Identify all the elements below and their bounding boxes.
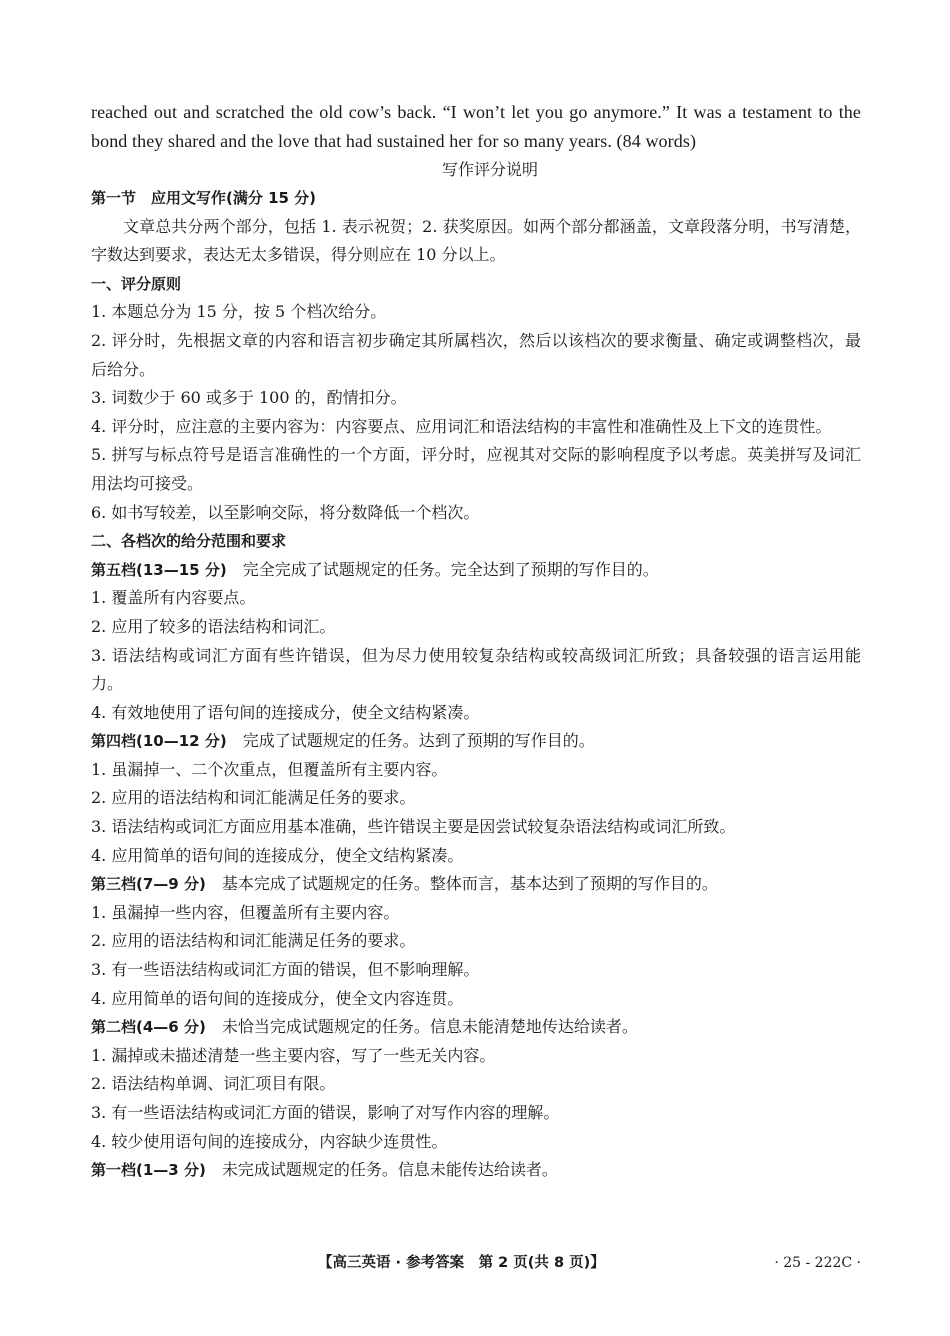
tier-item: 2. 应用了较多的语法结构和词汇。: [91, 616, 336, 636]
tier-item: 1. 虽漏掉一、二个次重点，但覆盖所有主要内容。: [91, 759, 448, 779]
levels-heading: 二、各档次的给分范围和要求: [91, 532, 287, 551]
section1-intro: 文章总共分两个部分，包括 1. 表示祝贺；2. 获奖原因。如两个部分都涵盖，文章段落分明，书写清楚，字数达到要求，表达无太多错误，得分则应在 10 分以上。: [91, 216, 861, 265]
document-title: 写作评分说明: [441, 160, 538, 179]
tier-item: 4. 较少使用语句间的连接成分，内容缺少连贯性。: [91, 1131, 448, 1151]
tier-item: 2. 应用的语法结构和词汇能满足任务的要求。: [91, 788, 416, 808]
tier-item: 2. 语法结构单调、词汇项目有限。: [91, 1074, 336, 1094]
tier-item: 3. 有一些语法结构或词汇方面的错误，但不影响理解。: [91, 960, 480, 980]
tier-item: 3. 语法结构或词汇方面应用基本准确，些许错误主要是因尝试较复杂语法结构或词汇所致。: [91, 817, 736, 837]
tier-label: 第二档(4—6 分): [91, 1018, 206, 1037]
tier-description: 基本完成了试题规定的任务。整体而言，基本达到了预期的写作目的。: [221, 874, 718, 894]
footer-code: · 25 - 222C ·: [774, 1255, 861, 1271]
tier-label: 第一档(1—3 分): [91, 1161, 206, 1180]
intro-paragraph: reached out and scratched the old cow’s back. “I won’t let you go anymore.” It was a testament to the bond they shared and the love that had sustained her for so many years. (84 words): [91, 102, 861, 151]
tier-item: 4. 有效地使用了语句间的连接成分，使全文结构紧凑。: [91, 702, 480, 722]
principles-heading: 一、评分原则: [91, 274, 182, 293]
principle-item: 2. 评分时，先根据文章的内容和语言初步确定其所属档次，然后以该档次的要求衡量、确定或调整档次，最后给分。: [91, 330, 861, 379]
tier-description: 未恰当完成试题规定的任务。信息未能清楚地传达给读者。: [221, 1017, 638, 1037]
tier-item: 3. 语法结构或词汇方面有些许错误，但为尽力使用较复杂结构或较高级词汇所致；具备较强的语言运用能力。: [91, 645, 861, 694]
principle-item: 6. 如书写较差，以至影响交际，将分数降低一个档次。: [91, 502, 480, 522]
tier-label: 第三档(7—9 分): [91, 875, 206, 894]
tier-heading: [91, 727, 861, 756]
tier-heading: [91, 556, 861, 585]
tier-item: 4. 应用简单的语句间的连接成分，使全文结构紧凑。: [91, 845, 464, 865]
tier-item: 4. 应用简单的语句间的连接成分，使全文内容连贯。: [91, 988, 464, 1008]
principle-item: 3. 词数少于 60 或多于 100 的，酌情扣分。: [91, 388, 407, 408]
document-page: [91, 98, 861, 1185]
principle-item: 4. 评分时，应注意的主要内容为：内容要点、应用词汇和语法结构的丰富性和准确性及上下文的连贯性。: [91, 416, 832, 436]
section1-heading: 第一节 应用文写作(满分 15 分): [91, 189, 317, 207]
tier-label: 第五档(13—15 分): [91, 560, 227, 579]
tier-heading: [91, 1156, 861, 1185]
tier-description: 未完成试题规定的任务。信息未能传达给读者。: [221, 1160, 558, 1180]
tier-heading: [91, 1013, 861, 1042]
tier-item: 1. 覆盖所有内容要点。: [91, 588, 256, 608]
footer-page-info: 【高三英语 · 参考答案 第 2 页(共 8 页)】: [318, 1255, 605, 1271]
principle-item: 5. 拼写与标点符号是语言准确性的一个方面，评分时，应视其对交际的影响程度予以考虑。英美拼写及词汇用法均可接受。: [91, 445, 861, 493]
tier-description: 完成了试题规定的任务。达到了预期的写作目的。: [242, 731, 595, 751]
tier-heading: [91, 870, 861, 899]
tier-item: 3. 有一些语法结构或词汇方面的错误，影响了对写作内容的理解。: [91, 1103, 560, 1122]
tier-description: 完全完成了试题规定的任务。完全达到了预期的写作目的。: [242, 559, 659, 579]
principle-item: 1. 本题总分为 15 分，按 5 个档次给分。: [91, 302, 387, 322]
tier-item: 1. 漏掉或未描述清楚一些主要内容，写了一些无关内容。: [91, 1045, 496, 1065]
tier-item: 1. 虽漏掉一些内容，但覆盖所有主要内容。: [91, 902, 400, 922]
tier-label: 第四档(10—12 分): [91, 732, 227, 751]
tier-item: 2. 应用的语法结构和词汇能满足任务的要求。: [91, 931, 416, 951]
